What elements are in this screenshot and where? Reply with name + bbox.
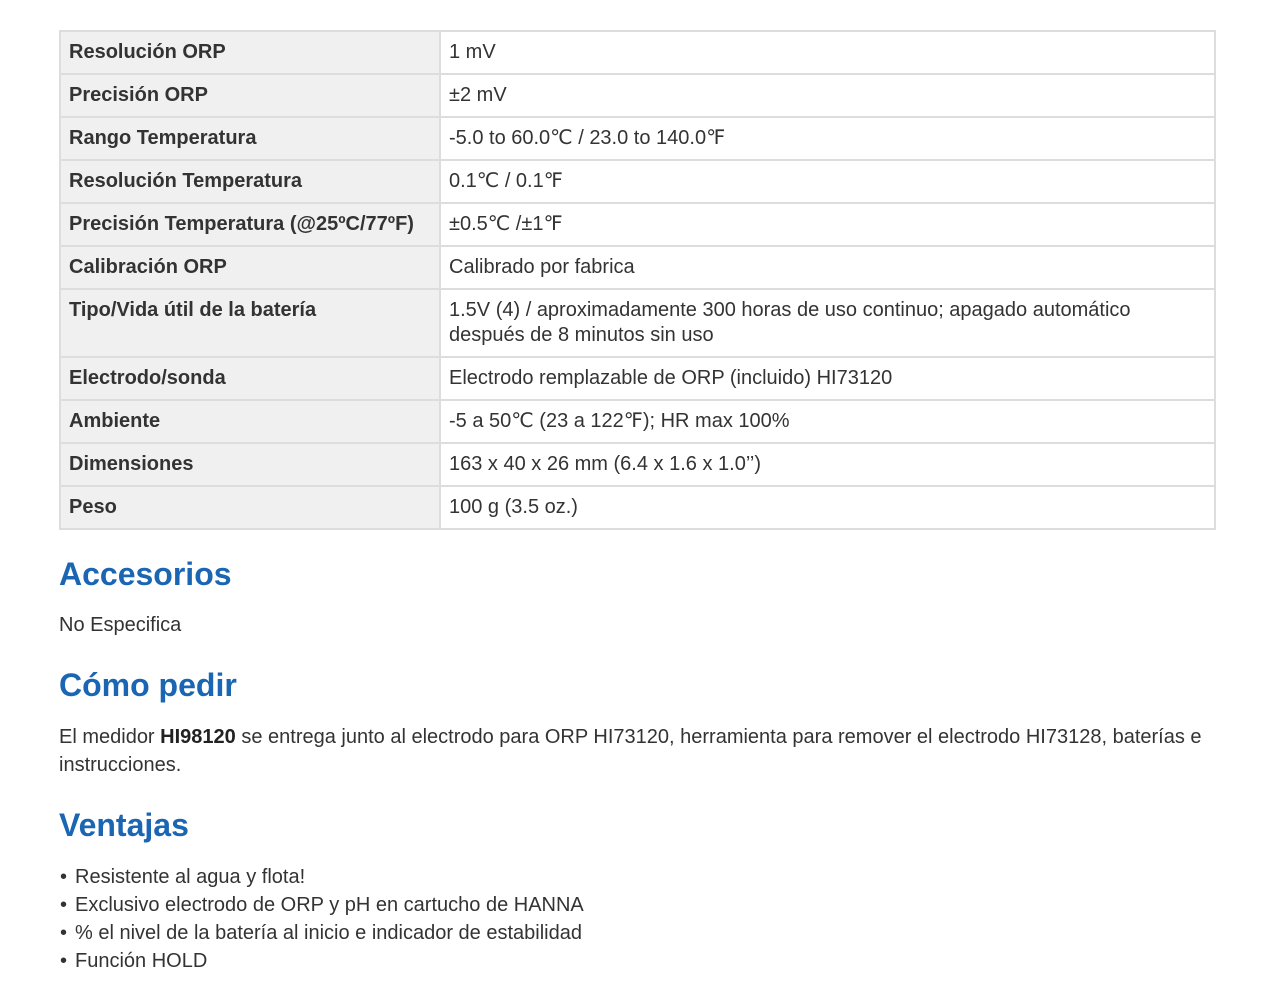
table-row bbox=[60, 289, 1215, 357]
ventajas-heading: Ventajas bbox=[59, 807, 189, 843]
table-row bbox=[60, 357, 1215, 400]
list-item-text: Función HOLD bbox=[75, 950, 208, 972]
como-pedir-text bbox=[59, 723, 1216, 779]
spec-label: Resolución Temperatura bbox=[60, 160, 440, 203]
spec-label: Electrodo/sonda bbox=[60, 357, 440, 400]
ventajas-list bbox=[59, 863, 1216, 975]
spec-value: 100 g (3.5 oz.) bbox=[440, 486, 1215, 529]
specs-table bbox=[59, 30, 1216, 530]
specs-table-body bbox=[60, 31, 1215, 529]
bullet-icon: • bbox=[60, 894, 68, 916]
table-row bbox=[60, 74, 1215, 117]
spec-label: Calibración ORP bbox=[60, 246, 440, 289]
spec-label: Precisión Temperatura (@25ºC/77ºF) bbox=[60, 203, 440, 246]
spec-value: -5.0 to 60.0℃ / 23.0 to 140.0℉ bbox=[440, 117, 1215, 160]
spec-label: Precisión ORP bbox=[60, 74, 440, 117]
list-item bbox=[59, 919, 1216, 947]
table-row bbox=[60, 246, 1215, 289]
list-item bbox=[59, 863, 1216, 891]
table-row bbox=[60, 400, 1215, 443]
spec-value: 0.1℃ / 0.1℉ bbox=[440, 160, 1215, 203]
como-pedir-text-before: El medidor bbox=[59, 726, 161, 748]
spec-value: Electrodo remplazable de ORP (incluido) HI73120 bbox=[440, 357, 1215, 400]
bullet-icon: • bbox=[60, 866, 68, 888]
table-row bbox=[60, 31, 1215, 74]
spec-label: Resolución ORP bbox=[60, 31, 440, 74]
spec-label: Tipo/Vida útil de la batería bbox=[60, 289, 440, 357]
table-row bbox=[60, 443, 1215, 486]
list-item-text: Resistente al agua y flota! bbox=[75, 866, 306, 888]
spec-label: Dimensiones bbox=[60, 443, 440, 486]
spec-value: 163 x 40 x 26 mm (6.4 x 1.6 x 1.0’’) bbox=[440, 443, 1215, 486]
table-row bbox=[60, 117, 1215, 160]
spec-label: Rango Temperatura bbox=[60, 117, 440, 160]
list-item-text: % el nivel de la batería al inicio e indicador de estabilidad bbox=[75, 922, 582, 944]
spec-value: -5 a 50℃ (23 a 122℉); HR max 100% bbox=[440, 400, 1215, 443]
spec-value: Calibrado por fabrica bbox=[440, 246, 1215, 289]
list-item-text: Exclusivo electrodo de ORP y pH en cartucho de HANNA bbox=[75, 894, 584, 916]
bullet-icon: • bbox=[60, 922, 68, 944]
como-pedir-heading: Cómo pedir bbox=[59, 667, 237, 703]
accesorios-text: No Especifica bbox=[59, 614, 182, 636]
product-code: HI98120 bbox=[160, 726, 236, 748]
accesorios-heading: Accesorios bbox=[59, 556, 232, 592]
spec-label: Peso bbox=[60, 486, 440, 529]
spec-value: ±2 mV bbox=[440, 74, 1215, 117]
table-row bbox=[60, 203, 1215, 246]
list-item bbox=[59, 947, 1216, 975]
bullet-icon: • bbox=[60, 950, 68, 972]
spec-label: Ambiente bbox=[60, 400, 440, 443]
table-row bbox=[60, 160, 1215, 203]
spec-value: 1.5V (4) / aproximadamente 300 horas de uso continuo; apagado automático después de 8 minutos sin uso bbox=[440, 289, 1215, 357]
table-row bbox=[60, 486, 1215, 529]
spec-value: ±0.5℃ /±1℉ bbox=[440, 203, 1215, 246]
como-pedir-text-after: se entrega junto al electrodo para ORP HI73120, herramienta para remover el electrodo HI73128, baterías e instrucciones. bbox=[59, 726, 1202, 776]
spec-value: 1 mV bbox=[440, 31, 1215, 74]
list-item bbox=[59, 891, 1216, 919]
